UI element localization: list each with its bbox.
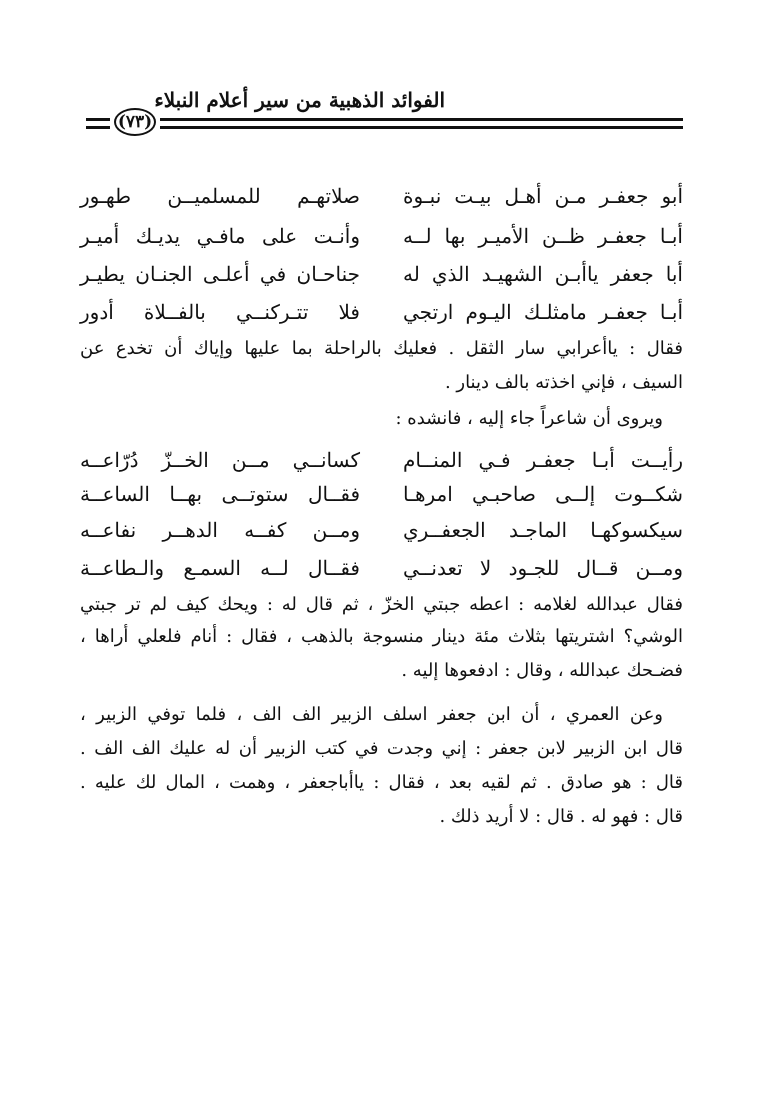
verse-second-half: ومــن كفــه الدهــر نفاعــه [80, 518, 360, 542]
page-number: (٧٣) [114, 108, 156, 136]
prose-line: قال : هو صادق . ثم لقيه بعد ، فقال : ياأباجعفر ، وهمت ، المال لك عليه . [80, 772, 683, 793]
prose-line: فقال : ياأعرابي سار الثقل . فعليك بالراحلة بما عليها وإياك أن تخدع عن [80, 338, 683, 359]
verse-first-half: أبـا جعفـر مامثلـك اليـوم ارتجي [403, 300, 683, 324]
verse-second-half: فقــال ستوتــى بهــا الساعــة [80, 482, 360, 506]
verse-line [80, 474, 683, 514]
prose-line: الوشي؟ اشتريتها بثلاث مئة دينار منسوجة بالذهب ، فقال : أنام فلعلي أراها ، [80, 626, 683, 647]
verse-first-half: سيكسوكهـا الماجـد الجعفــري [403, 518, 683, 542]
verse-first-half: شكــوت إلــى صاحبـي امرهـا [403, 482, 683, 506]
verse-line [80, 548, 683, 588]
verse-second-half: كسانــي مــن الخــزّ دُرّاعــه [80, 448, 360, 472]
header-rule [160, 118, 683, 121]
prose-line: السيف ، فإني اخذته بالف دينار . [444, 372, 683, 393]
verse-first-half: ومــن قــال للجـود لا تعدنــي [403, 556, 683, 580]
verse-line [80, 216, 683, 256]
prose-line: قال : فهو له . قال : لا أريد ذلك . [439, 806, 683, 827]
running-title: الفوائد الذهبية من سير أعلام النبلاء [154, 88, 445, 112]
header-rule [86, 126, 110, 129]
verse-second-half: فقــال لــه السمـع والـطاعــة [80, 556, 360, 580]
prose-line: وعن العمري ، أن ابن جعفر اسلف الزبير الف الف ، فلما توفي الزبير ، [80, 704, 663, 725]
verse-first-half: أبو جعفـر مـن أهـل بيـت نبـوة [403, 184, 683, 208]
page-number-value: ٧٣ [125, 112, 145, 132]
verse-second-half: فلا تتـركنــي بالفــلاة أدور [80, 300, 360, 324]
header-rule [86, 118, 110, 121]
verse-line [80, 176, 683, 216]
verse-second-half: وأنـت على مافـي يديـك أميـر [80, 224, 360, 248]
verse-second-half: صلاتهـم للمسلميــن طهـور [80, 184, 360, 208]
prose-line: فقال عبدالله لغلامه : اعطه جبتي الخزّ ، ثم قال له : ويحك كيف لم تر جبتي [80, 594, 683, 615]
header-rule [160, 126, 683, 129]
verse-first-half: رأيــت أبـا جعفـر فـي المنــام [403, 448, 683, 472]
verse-first-half: أبـا جعفـر ظــن الأميـر بها لــه [403, 224, 683, 248]
prose-line: ويروى أن شاعراً جاء إليه ، فانشده : [395, 408, 663, 429]
verse-second-half: جناحـان في أعلـى الجنـان يطيـر [80, 262, 360, 286]
prose-line: فضـحك عبدالله ، وقال : ادفعوها إليه . [401, 660, 683, 681]
verse-line [80, 254, 683, 294]
verse-line [80, 510, 683, 550]
verse-first-half: أبا جعفر ياأبـن الشهيـد الذي له [403, 262, 683, 286]
verse-line [80, 292, 683, 332]
prose-line: قال ابن الزبير لابن جعفر : إني وجدت في كتب الزبير أن له عليك الف الف . [80, 738, 683, 759]
